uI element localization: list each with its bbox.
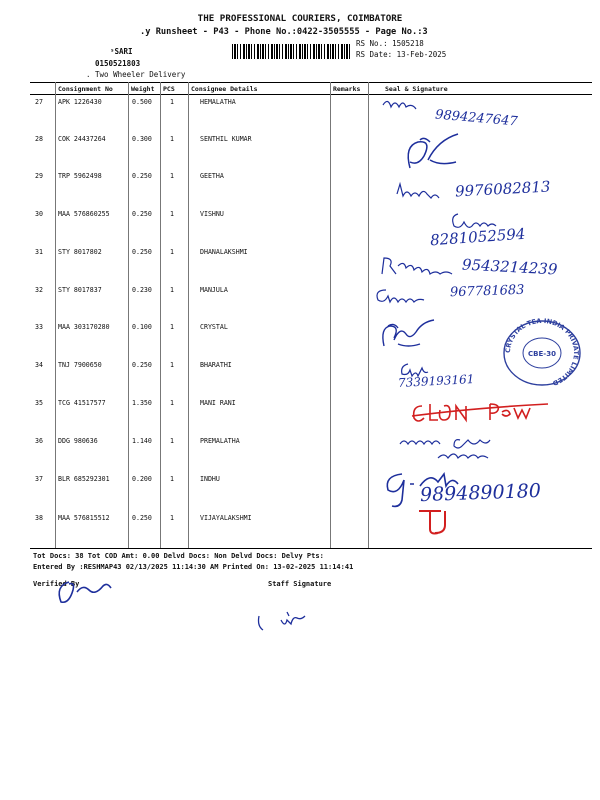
row-consignment: MAA 576860255 [58,210,110,218]
table-row [0,135,600,147]
row-pcs: 1 [170,98,174,106]
handwritten-phone: 9543214239 [461,255,558,279]
col-header-pcs: PCS [163,85,175,93]
row-weight: 0.250 [132,248,152,256]
signature-scribble [374,284,454,306]
rs-number: RS No.: 1505218 [356,39,424,48]
row-consignee: GEETHA [200,172,224,180]
row-sno: 36 [35,437,43,445]
row-consignment: MAA 576815512 [58,514,110,522]
row-consignment: BLR 685292301 [58,475,110,483]
table-bottom-rule [30,548,592,549]
col-header-weight: Weight [131,85,155,93]
signature-scribble [395,178,455,203]
staff-signature [255,598,315,638]
table-top-rule [30,82,592,83]
row-pcs: 1 [170,361,174,369]
row-weight: 0.100 [132,323,152,331]
signature-scribble [415,505,465,535]
totals-line: Tot Docs: 38 Tot COD Amt: 0.00 Delvd Docs: Non Delvd Docs: Delvy Pts: [33,552,324,560]
row-consignee: VIJAYALAKSHMI [200,514,252,522]
row-consignee: PREMALATHA [200,437,240,445]
row-consignment: COK 24437264 [58,135,106,143]
row-consignment: APK 1226430 [58,98,102,106]
row-weight: 0.300 [132,135,152,143]
row-weight: 0.230 [132,286,152,294]
row-consignment: TRP 5962498 [58,172,102,180]
handwritten-phone: 7339193161 [397,372,475,390]
row-sno: 34 [35,361,43,369]
signature-scribble [378,254,468,279]
agent-code: 0150521803 [95,59,141,68]
row-consignment: TNJ 7900650 [58,361,102,369]
stamp-ring-text: CRYSTAL TEA INDIA PRIVATE LIMITED [503,316,581,388]
handwritten-phone: 9894890180 [419,479,542,507]
col-header-remarks: Remarks [333,85,361,93]
row-pcs: 1 [170,475,174,483]
row-consignee: CRYSTAL [200,323,228,331]
row-sno: 35 [35,399,43,407]
signature-scribble [400,130,490,175]
row-consignee: MANI RANI [200,399,236,407]
row-weight: 0.500 [132,98,152,106]
row-sno: 33 [35,323,43,331]
row-consignment: STY 8017802 [58,248,102,256]
company-stamp [500,318,584,388]
signature-scribble [380,466,480,502]
runsheet-subtitle: .y Runsheet - P43 - Phone No.:0422-3505555 - Page No.:3 [140,27,428,37]
signature-scribble [398,434,528,464]
row-sno: 29 [35,172,43,180]
row-sno: 32 [35,286,43,294]
row-weight: 1.140 [132,437,152,445]
signature-scribble [380,95,500,130]
signature-scribble [450,208,510,230]
company-title: THE PROFESSIONAL COURIERS, COIMBATORE [197,13,403,24]
row-pcs: 1 [170,135,174,143]
row-consignee: SENTHIL KUMAR [200,135,252,143]
row-sno: 38 [35,514,43,522]
table-row [0,514,600,526]
row-weight: 0.250 [132,172,152,180]
row-pcs: 1 [170,286,174,294]
agent-name: ˢSARI [110,47,133,56]
row-pcs: 1 [170,399,174,407]
stamp-center-text: CBE-30 [528,350,556,358]
row-consignee: INDHU [200,475,220,483]
barcode [232,44,352,59]
row-consignee: DHANALAKSHMI [200,248,248,256]
row-pcs: 1 [170,210,174,218]
row-weight: 0.250 [132,361,152,369]
row-consignment: STY 8017837 [58,286,102,294]
row-sno: 31 [35,248,43,256]
row-consignee: VISHNU [200,210,224,218]
row-consignment: DDG 980636 [58,437,98,445]
cancelled-mark [410,400,550,428]
row-consignee: HEMALATHA [200,98,236,106]
rs-date: RS Date: 13-Feb-2025 [356,50,447,59]
staff-signature-label: Staff Signature [268,580,332,588]
verified-by-label: Verified By [33,580,80,588]
row-sno: 30 [35,210,43,218]
row-consignment: TCG 41517577 [58,399,106,407]
signature-scribble [378,318,448,350]
handwritten-phone: 9976082813 [454,177,551,201]
row-sno: 27 [35,98,43,106]
verifier-signature [55,578,115,608]
row-weight: 0.250 [132,514,152,522]
col-header-consignment: Consignment No [58,85,113,93]
row-weight: 1.350 [132,399,152,407]
table-row [0,210,600,222]
col-header-seal-signature: Seal & Signature [385,85,448,93]
table-row [0,98,600,110]
handwritten-phone: 967781683 [449,282,525,301]
row-pcs: 1 [170,323,174,331]
row-weight: 0.200 [132,475,152,483]
table-header-rule [30,94,592,95]
row-pcs: 1 [170,514,174,522]
col-header-consignee: Consignee Details [191,85,258,93]
handwritten-phone: 9894247647 [434,107,519,130]
row-sno: 37 [35,475,43,483]
entered-by-line: Entered By :RESHMAP43 02/13/2025 11:14:30 AM Printed On: 13-02-2025 11:14:41 [33,563,354,571]
row-pcs: 1 [170,248,174,256]
signature-scribble [398,360,438,378]
row-consignee: MANJULA [200,286,228,294]
row-weight: 0.250 [132,210,152,218]
delivery-route: . Two Wheeler Delivery [86,70,186,79]
row-consignment: MAA 303170280 [58,323,110,331]
handwritten-phone: 8281052594 [429,224,526,250]
row-consignee: BHARATHI [200,361,232,369]
row-pcs: 1 [170,437,174,445]
row-sno: 28 [35,135,43,143]
row-pcs: 1 [170,172,174,180]
